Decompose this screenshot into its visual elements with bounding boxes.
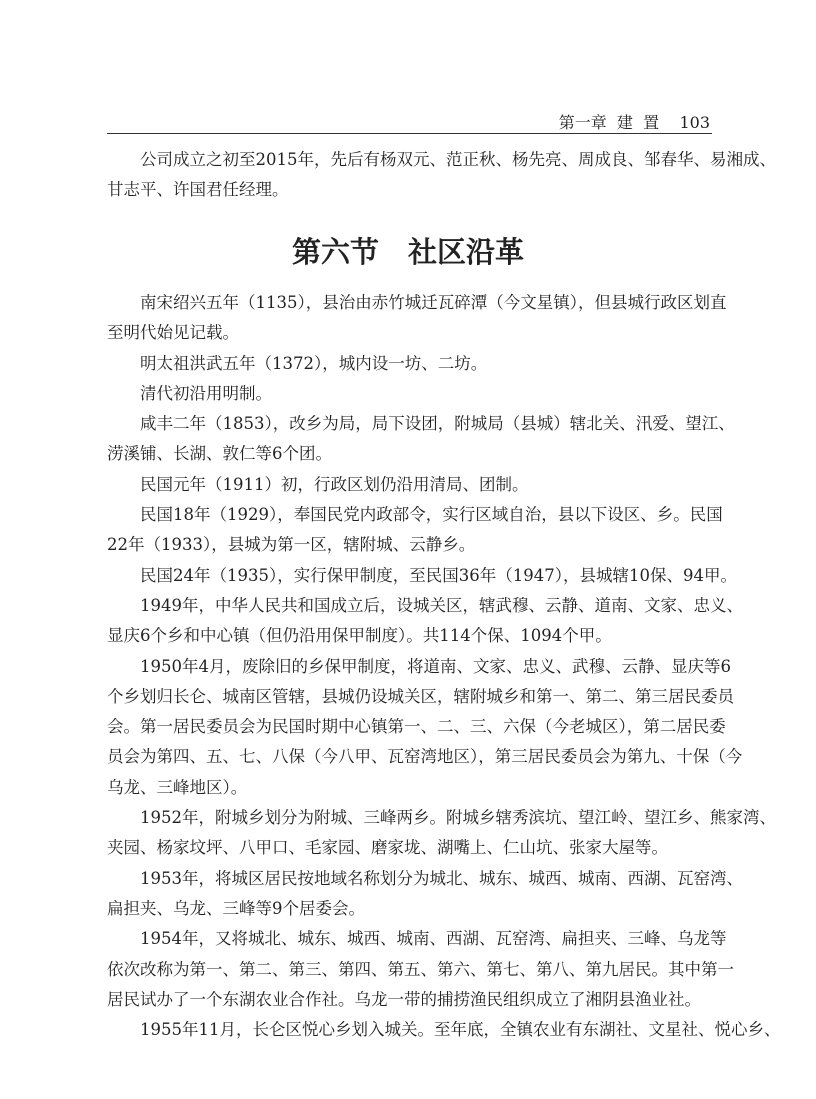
text-line: 清代初沿用明制。 [140, 383, 272, 403]
running-header [107, 108, 712, 134]
text-line: 民国18年（1929），奉国民党内政部令，实行区域自治，县以下设区、乡。民国 [140, 505, 723, 525]
body-text [107, 288, 781, 1045]
text-line: 民国元年（1911）初，行政区划仍沿用清局、团制。 [140, 474, 529, 494]
text-line: 显庆6个乡和中心镇（但仍沿用保甲制度）。共114个保、1094个甲。 [107, 626, 612, 646]
paragraph [107, 1015, 781, 1045]
paragraph [107, 864, 743, 925]
text-line: 民国24年（1935），实行保甲制度，至民国36年（1947），县城辖10保、94甲。 [140, 565, 737, 585]
header-text [559, 110, 710, 133]
page-number: 103 [679, 113, 710, 132]
paragraph [107, 288, 727, 349]
paragraph [107, 652, 743, 803]
text-line: 南宋绍兴五年（1135），县治由赤竹城迁瓦碎潭（今文星镇），但县城行政区划直 [140, 293, 727, 312]
text-line: 会。第一居民委员会为民国时期中心镇第一、二、三、六保（今老城区），第二居民委 [107, 717, 726, 737]
text-line: 甘志平、许国君任经理。 [107, 180, 289, 200]
text-line: 咸丰二年（1853），改乡为局，局下设团，附城局（县城）辖北关、汛爱、望江、 [140, 414, 735, 434]
text-line: 夹园、杨家坟坪、八甲口、毛家园、磨家垅、湖嘴上、仁山坑、张家大屋等。 [107, 838, 668, 858]
section-title: 第六节 社区沿革 [291, 235, 524, 269]
paragraph [107, 803, 776, 864]
text-line: 明太祖洪武五年（1372），城内设一坊、二坊。 [140, 353, 488, 373]
paragraph [107, 379, 712, 409]
text-line: 居民试办了一个东湖农业合作社。乌龙一带的捕捞渔民组织成立了湘阴县渔业社。 [107, 989, 701, 1009]
text-line: 1953年，将城区居民按地域名称划分为城北、城东、城西、城南、西湖、瓦窑湾、 [140, 868, 743, 888]
paragraph [107, 500, 723, 561]
text-line: 1950年4月，废除旧的乡保甲制度，将道南、文家、忠义、武穆、云静、显庆等6 [140, 656, 731, 676]
paragraph [107, 409, 735, 470]
paragraph [107, 349, 712, 379]
text-line: 个乡划归长仑、城南区管辖，县城仍设城关区，辖附城乡和第一、第二、第三居民委员 [107, 686, 734, 706]
text-line: 涝溪铺、长湖、敦仁等6个团。 [107, 444, 332, 464]
text-line: 员会为第四、五、七、八保（今八甲、瓦窑湾地区），第三居民委员会为第九、十保（今 [107, 747, 743, 767]
text-line: 1952年，附城乡划分为附城、三峰两乡。附城乡辖秀滨坑、望江岭、望江乡、熊家湾、 [140, 808, 776, 828]
text-line: 公司成立之初至2015年，先后有杨双元、范正秋、杨先亮、周成良、邹春华、易湘成、 [140, 150, 776, 169]
text-line: 依次改称为第一、第二、第三、第四、第五、第六、第七、第八、第九居民。其中第一 [107, 959, 734, 979]
text-line: 1954年，又将城北、城东、城西、城南、西湖、瓦窑湾、扁担夹、三峰、乌龙等 [140, 929, 727, 949]
chapter-title: 第一章 建 置 [558, 113, 660, 132]
intro-text [107, 145, 776, 206]
text-line: 22年（1933），县城为第一区，辖附城、云静乡。 [107, 535, 476, 555]
paragraph [107, 145, 776, 206]
paragraph [107, 924, 734, 1015]
text-line: 1949年，中华人民共和国成立后，设城关区，辖武穆、云静、道南、文家、忠义、 [140, 595, 743, 615]
paragraph [107, 591, 743, 652]
paragraph [107, 561, 737, 591]
text-line: 至明代始见记载。 [107, 323, 239, 343]
text-line: 1955年11月，长仑区悦心乡划入城关。至年底，全镇农业有东湖社、文星社、悦心乡、 [140, 1020, 781, 1040]
paragraph [107, 470, 712, 500]
text-line: 乌龙、三峰地区）。 [107, 777, 248, 797]
text-line: 扁担夹、乌龙、三峰等9个居委会。 [107, 898, 365, 918]
